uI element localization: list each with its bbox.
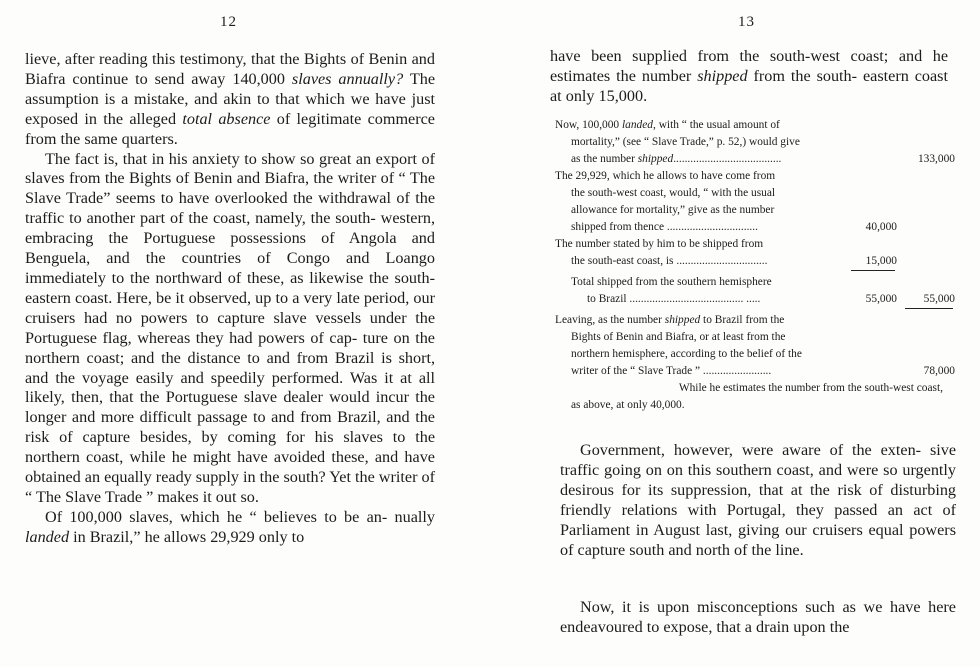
text-line: alleged total absence of legitimate commerce from (25, 109, 435, 148)
text-line: of Benin and Biafra continue to send away 140,000 (25, 50, 435, 88)
text-line: The fact is, that in his anxiety to show so great (45, 149, 352, 168)
text-line: to another part of the coast, namely, the south- (69, 209, 376, 228)
ledger-note-line: as above, at only 40,000. (571, 399, 685, 411)
ledger-total: 78,000 (923, 365, 955, 377)
text-line: have been supplied from the south-west coast; and (550, 47, 923, 65)
left-paragraph-2 (25, 150, 435, 508)
text-line: here endeavoured to expose, that a drain upon the (560, 598, 956, 636)
ledger-line: The number stated by him to be shipped from (555, 238, 764, 250)
ledger-entry-remainder (555, 312, 955, 380)
text-line: they passed an act of Parliament in August last, (560, 500, 957, 539)
text-line: to have overlooked the withdrawal of the traffic (25, 189, 436, 228)
total-rule (905, 308, 953, 309)
ledger-line: Now, 100,000 landed, with “ the usual amount of (555, 119, 780, 131)
ledger-line: writer of the “ Slave Trade ” ........................ (571, 365, 772, 377)
ledger-amount: 40,000 (865, 221, 897, 233)
ledger-line: mortality,” (see “ Slave Trade,” p. 52,) would give (571, 136, 800, 148)
ledger-amount: 15,000 (865, 255, 897, 267)
subtotal-rule (851, 270, 895, 271)
text-line: Angola and Benguela, and the countries of Congo (25, 229, 435, 268)
ledger-line: the south-west coast, would, “ with the usual (571, 187, 776, 199)
text-line: ture on the northern coast; and the distance to (25, 328, 435, 367)
right-page-number: 13 (738, 14, 755, 30)
ledger-line: shipped from thence ................................ (571, 221, 758, 233)
ledger-entry-south-east (555, 236, 955, 270)
left-paragraph-1 (25, 50, 435, 150)
ledger-line: the south-east coast, is ................................ (571, 255, 768, 267)
ledger-entry-south-west (555, 168, 955, 236)
text-line: risk of disturbing friendly relations with Portugal, (560, 480, 957, 519)
right-final-paragraph (560, 598, 956, 638)
right-government-paragraph (560, 441, 956, 560)
text-line: observed, up to a very late period, our cruisers (25, 288, 435, 327)
text-line: Of 100,000 slaves, which he “ believes to be an- (45, 507, 388, 526)
text-line: makes it out so. (157, 487, 259, 506)
text-line: lieve, after reading this testimony, that the Bights (25, 50, 347, 68)
text-line: and from Brazil is short, and the voyage easily and (25, 348, 436, 387)
ledger-line: Leaving, as the number shipped to Brazil from the (555, 314, 785, 326)
text-line: eastern coast at only 15,000. (550, 66, 948, 105)
text-line: Portuguese flag, whereas they had powers of cap- (25, 328, 358, 347)
text-line: Biafra, the writer of “ The Slave Trade” seems (25, 169, 436, 208)
text-line: these, and have obtained an equally ready supply in (25, 448, 435, 487)
text-line: nually landed in Brazil,” he allows 29,929 only to (25, 507, 435, 546)
ledger-note (555, 380, 955, 414)
text-line: and north of the line. (668, 540, 804, 559)
right-page (490, 0, 980, 667)
text-line: the risk of capture besides, by coming for his slaves (25, 408, 435, 447)
text-line: slaves annually? The assumption is a mistake, and (25, 69, 436, 108)
ledger-line: Total shipped from the southern hemisphere (571, 276, 772, 288)
ledger-total: 55,000 (923, 293, 955, 305)
text-line: the Portuguese slave dealer would incur the longer (25, 388, 435, 427)
ledger-line: northern hemisphere, according to the belief of the (571, 348, 802, 360)
shipment-ledger (555, 117, 955, 414)
text-line: to the northern coast, while he might have avoided (25, 428, 436, 467)
left-paragraph-3 (25, 508, 435, 548)
ledger-line: to Brazil ........................................ ..... (587, 293, 761, 305)
ledger-note-line: While he estimates the number from the south-west coast, (678, 382, 943, 394)
text-line: Now, it is upon misconceptions such as we have (580, 598, 921, 616)
text-line: speedily performed. Was it at all likely, then, that (25, 368, 435, 407)
text-line: an export of slaves from the Bights of Benin and (25, 149, 435, 188)
ledger-line: Bights of Benin and Biafra, or at least from the (571, 331, 786, 343)
ledger-entry-landed (555, 117, 955, 168)
text-line: sive traffic going on on this southern coast, and were (560, 441, 957, 479)
text-line: giving our cruisers equal powers of capture south (560, 520, 956, 559)
text-line: had no powers to capture slave vessels under the (83, 308, 436, 327)
text-line: and more difficult passage to and from Brazil, and (71, 408, 410, 427)
right-intro-paragraph (550, 47, 948, 107)
text-line: the south? Yet the writer of “ The Slave Trade ” (25, 468, 435, 506)
ledger-total: 133,000 (917, 153, 955, 165)
left-body-text (25, 50, 435, 548)
text-line: and Loango immediately to the northward of these, (25, 249, 435, 287)
text-line: he estimates the number shipped from the south- (550, 47, 948, 85)
text-line: Government, however, were aware of the exten- (580, 441, 922, 459)
ledger-amount: 55,000 (865, 293, 897, 305)
ledger-line: allowance for mortality,” give as the number (571, 204, 775, 216)
left-page-number: 12 (220, 14, 237, 30)
text-line: as likewise the south-eastern coast. Here, be it (25, 268, 435, 307)
text-line: the same quarters. (60, 129, 178, 148)
ledger-line: as the number shipped...................................... (571, 153, 782, 165)
text-line: akin to that which we have just exposed in the (25, 89, 435, 128)
ledger-entry-total (555, 274, 955, 308)
text-line: western, embracing the Portuguese possessions of (25, 209, 436, 248)
ledger-line: The 29,929, which he allows to have come from (555, 170, 776, 182)
text-line: so urgently desirous for its suppression, that at the (560, 460, 957, 499)
